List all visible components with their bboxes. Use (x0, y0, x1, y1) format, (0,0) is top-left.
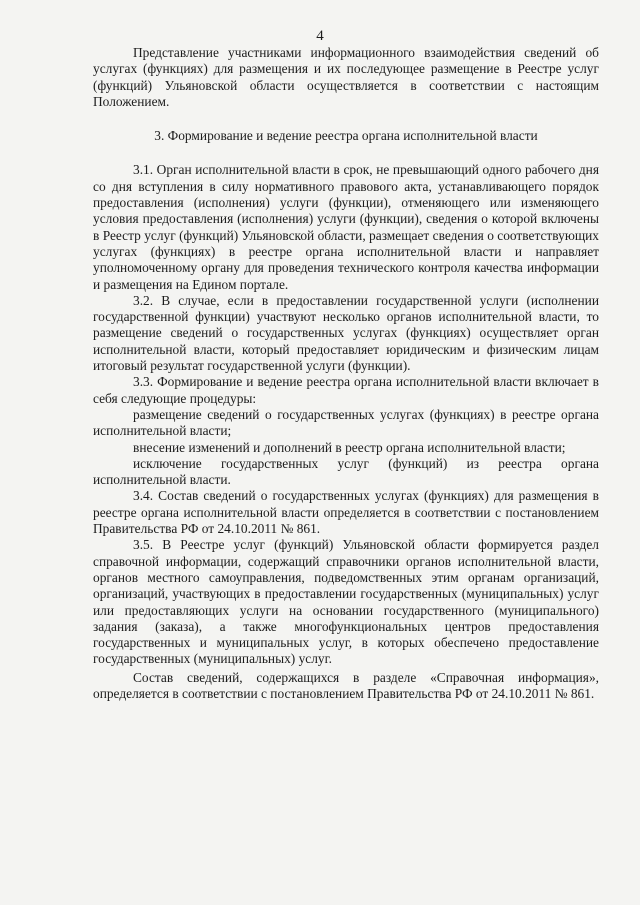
procedure-item: размещение сведений о государственных услугах (функциях) в реестре органа исполнительной власти; (93, 406, 599, 439)
paragraph-3-5: 3.5. В Реестре услуг (функций) Ульяновской области формируется раздел справочной информации, содержащий справочники органов исполнительной власти, органов местного самоуправления, подведомственных этим органам организаций, организаций, участвующих в предоставлении государственных (муниципальных) услуг или предоставляющих услуги на основании государственного (муниципального) задания (заказа), а также многофункциональных центров предоставления государственных и муниципальных услуг, в которых обеспечено предоставление государственных (муниципальных) услуг. (93, 537, 599, 667)
paragraph-3-2: 3.2. В случае, если в предоставлении государственной услуги (исполнении государственной функции) участвуют несколько органов исполнительной власти, то размещение сведений о государственных услугах (функциях) осуществляет орган исполнительной власти, который предоставляет юридическим и физическим лицам итоговый результат государственной услуги (функции). (93, 292, 599, 374)
procedure-item: внесение изменений и дополнений в реестр органа исполнительной власти; (133, 439, 566, 455)
document-body (93, 45, 599, 702)
section-heading: 3. Формирование и ведение реестра органа исполнительной власти (154, 128, 538, 144)
page-number: 4 (316, 28, 324, 44)
paragraph-3-4: 3.4. Состав сведений о государственных услугах (функциях) для размещения в реестре органа исполнительной власти определяется в соответствии с постановлением Правительства РФ от 24.10.2011 № 861. (93, 488, 599, 537)
reference-info-paragraph: Состав сведений, содержащихся в разделе «Справочная информация», определяется в соответствии с постановлением Правительства РФ от 24.10.2011 № 861. (93, 669, 599, 701)
paragraph-3-1: 3.1. Орган исполнительной власти в срок, не превышающий одного рабочего дня со дня вступления в силу нормативного правового акта, устанавливающего порядок предоставления (исполнения) услуги (функции), отменяющего или изменяющего условия предоставления (исполнения) услуги (функции), сведения о которой включены в Реестр услуг (функций) Ульяновской области, размещает сведения о соответствующих услугах (функциях) в реестре органа исполнительной власти и направляет уполномоченному органу для проведения технического контроля качества информации и размещения на Едином портале. (93, 162, 599, 292)
procedure-item: исключение государственных услуг (функций) из реестра органа исполнительной власти. (93, 455, 599, 488)
paragraph-3-3: 3.3. Формирование и ведение реестра органа исполнительной власти включает в себя следующие процедуры: (93, 374, 599, 406)
intro-paragraph: Представление участниками информационного взаимодействия сведений об услугах (функциях) для размещения и их последующее размещение в Реестре услуг (функций) Ульяновской области осуществляется в соответствии с настоящим Положением. (93, 45, 599, 109)
